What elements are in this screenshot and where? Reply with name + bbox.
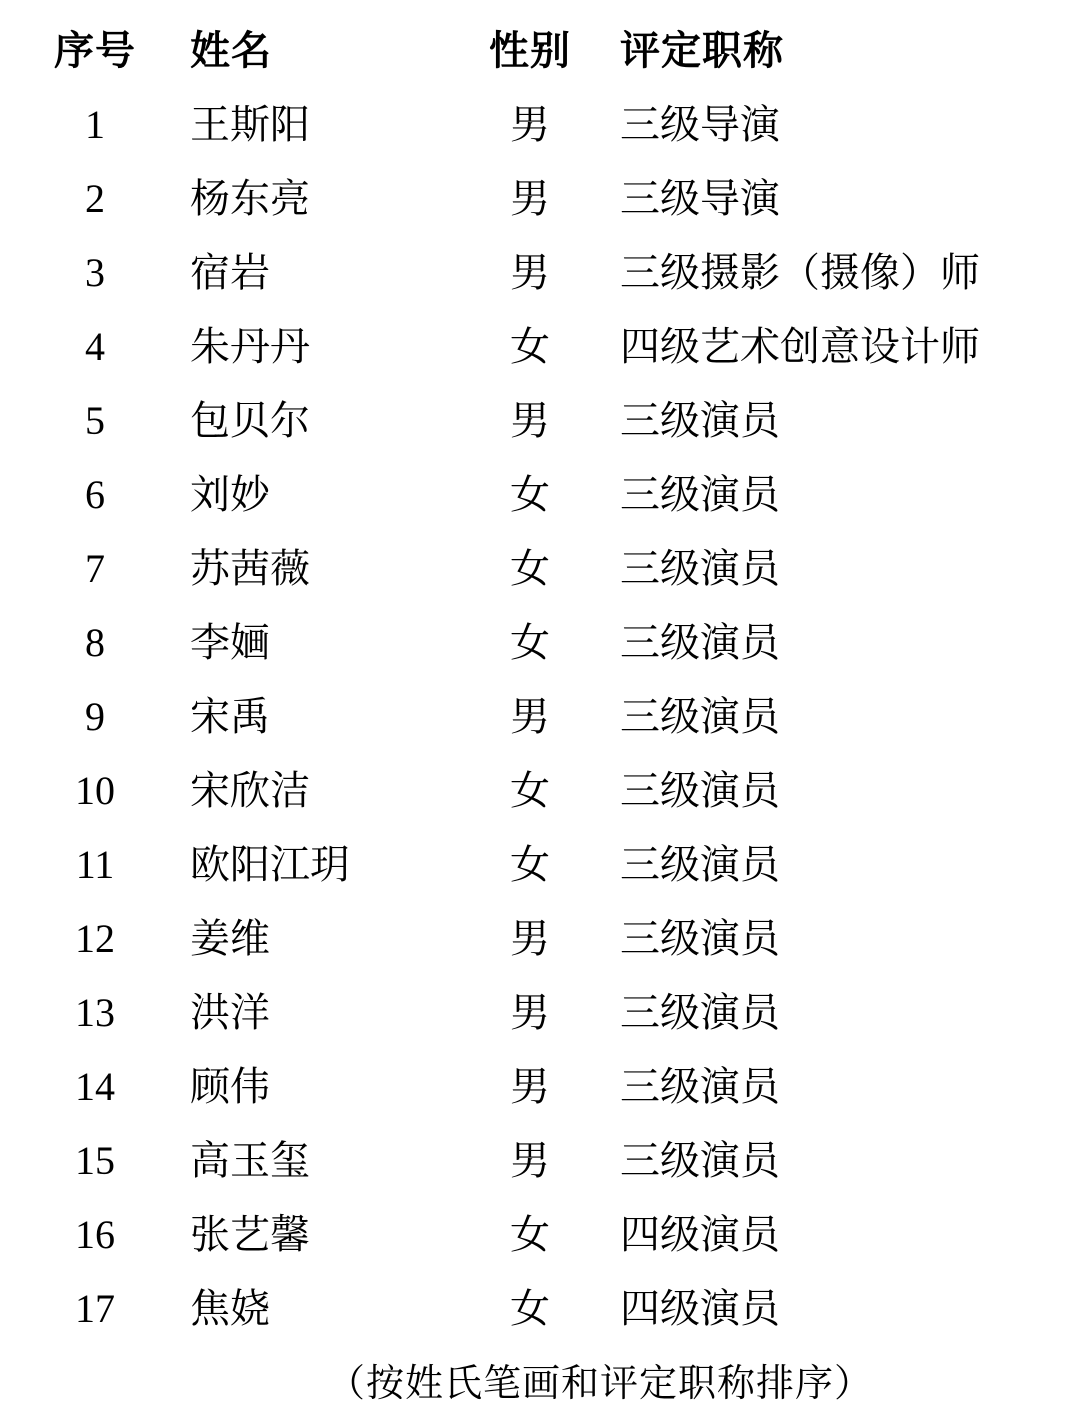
table-row (0, 88, 1080, 162)
cell-name: 刘妙 (190, 472, 270, 517)
table-row (0, 1198, 1080, 1272)
cell-gender: 女 (510, 1286, 550, 1331)
table-row (0, 1050, 1080, 1124)
table-row (0, 1272, 1080, 1346)
cell-gender: 男 (510, 1064, 550, 1109)
cell-index: 14 (75, 1064, 115, 1109)
cell-title: 三级演员 (620, 842, 780, 887)
cell-gender: 男 (510, 398, 550, 443)
cell-title: 三级演员 (620, 1064, 780, 1109)
cell-gender: 男 (510, 250, 550, 295)
cell-index: 17 (75, 1286, 115, 1331)
cell-index: 9 (85, 694, 105, 739)
cell-gender: 男 (510, 916, 550, 961)
cell-name: 宋欣洁 (190, 768, 310, 813)
table-row (0, 236, 1080, 310)
table-row (0, 162, 1080, 236)
table-row (0, 310, 1080, 384)
column-header-index: 序号 (54, 28, 136, 73)
column-header-name: 姓名 (190, 28, 272, 73)
cell-name: 苏茜薇 (190, 546, 310, 591)
table-row (0, 828, 1080, 902)
cell-index: 5 (85, 398, 105, 443)
cell-gender: 女 (510, 472, 550, 517)
cell-title: 三级演员 (620, 472, 780, 517)
table-row (0, 1124, 1080, 1198)
cell-title: 四级艺术创意设计师 (620, 324, 980, 369)
cell-title: 三级演员 (620, 990, 780, 1035)
cell-name: 洪洋 (190, 990, 270, 1035)
table-row (0, 680, 1080, 754)
column-header-title: 评定职称 (620, 28, 784, 73)
table-row (0, 384, 1080, 458)
cell-name: 朱丹丹 (190, 324, 310, 369)
column-header-gender: 性别 (489, 28, 571, 73)
table-header-row (0, 14, 1080, 88)
cell-title: 三级演员 (620, 546, 780, 591)
cell-name: 宋禹 (190, 694, 270, 739)
cell-index: 10 (75, 768, 115, 813)
cell-title: 三级演员 (620, 398, 780, 443)
cell-name: 姜维 (190, 916, 270, 961)
cell-gender: 男 (510, 102, 550, 147)
cell-gender: 女 (510, 1212, 550, 1257)
cell-index: 8 (85, 620, 105, 665)
cell-gender: 女 (510, 768, 550, 813)
cell-gender: 男 (510, 1138, 550, 1183)
evaluation-roster-table (0, 14, 1080, 1346)
cell-title: 四级演员 (620, 1286, 780, 1331)
sorting-footnote: （按姓氏笔画和评定职称排序） (326, 1363, 873, 1405)
cell-gender: 女 (510, 546, 550, 591)
cell-title: 三级演员 (620, 620, 780, 665)
cell-gender: 女 (510, 842, 550, 887)
cell-index: 12 (75, 916, 115, 961)
cell-name: 张艺馨 (190, 1212, 310, 1257)
cell-index: 11 (75, 842, 115, 887)
cell-gender: 女 (510, 324, 550, 369)
cell-name: 包贝尔 (190, 398, 310, 443)
cell-name: 李婳 (190, 620, 270, 665)
cell-index: 6 (85, 472, 105, 517)
cell-index: 16 (75, 1212, 115, 1257)
cell-name: 杨东亮 (190, 176, 310, 221)
cell-title: 三级演员 (620, 694, 780, 739)
cell-name: 高玉玺 (190, 1138, 310, 1183)
cell-name: 焦娆 (190, 1286, 270, 1331)
cell-title: 三级演员 (620, 1138, 780, 1183)
cell-name: 王斯阳 (190, 102, 310, 147)
table-body (0, 88, 1080, 1346)
cell-index: 3 (85, 250, 105, 295)
table-row (0, 902, 1080, 976)
cell-name: 欧阳江玥 (190, 842, 350, 887)
table-row (0, 532, 1080, 606)
cell-gender: 女 (510, 620, 550, 665)
cell-title: 三级导演 (620, 102, 780, 147)
cell-gender: 男 (510, 176, 550, 221)
cell-title: 三级导演 (620, 176, 780, 221)
table-row (0, 458, 1080, 532)
cell-title: 三级演员 (620, 916, 780, 961)
table-header (0, 14, 1080, 88)
cell-index: 1 (85, 102, 105, 147)
cell-index: 4 (85, 324, 105, 369)
table-row (0, 976, 1080, 1050)
cell-name: 顾伟 (190, 1064, 270, 1109)
cell-title: 三级摄影（摄像）师 (620, 250, 980, 295)
table-row (0, 754, 1080, 828)
cell-gender: 男 (510, 694, 550, 739)
cell-index: 13 (75, 990, 115, 1035)
cell-gender: 男 (510, 990, 550, 1035)
cell-title: 四级演员 (620, 1212, 780, 1257)
cell-index: 2 (85, 176, 105, 221)
cell-name: 宿岩 (190, 250, 270, 295)
cell-title: 三级演员 (620, 768, 780, 813)
table-row (0, 606, 1080, 680)
cell-index: 15 (75, 1138, 115, 1183)
cell-index: 7 (85, 546, 105, 591)
